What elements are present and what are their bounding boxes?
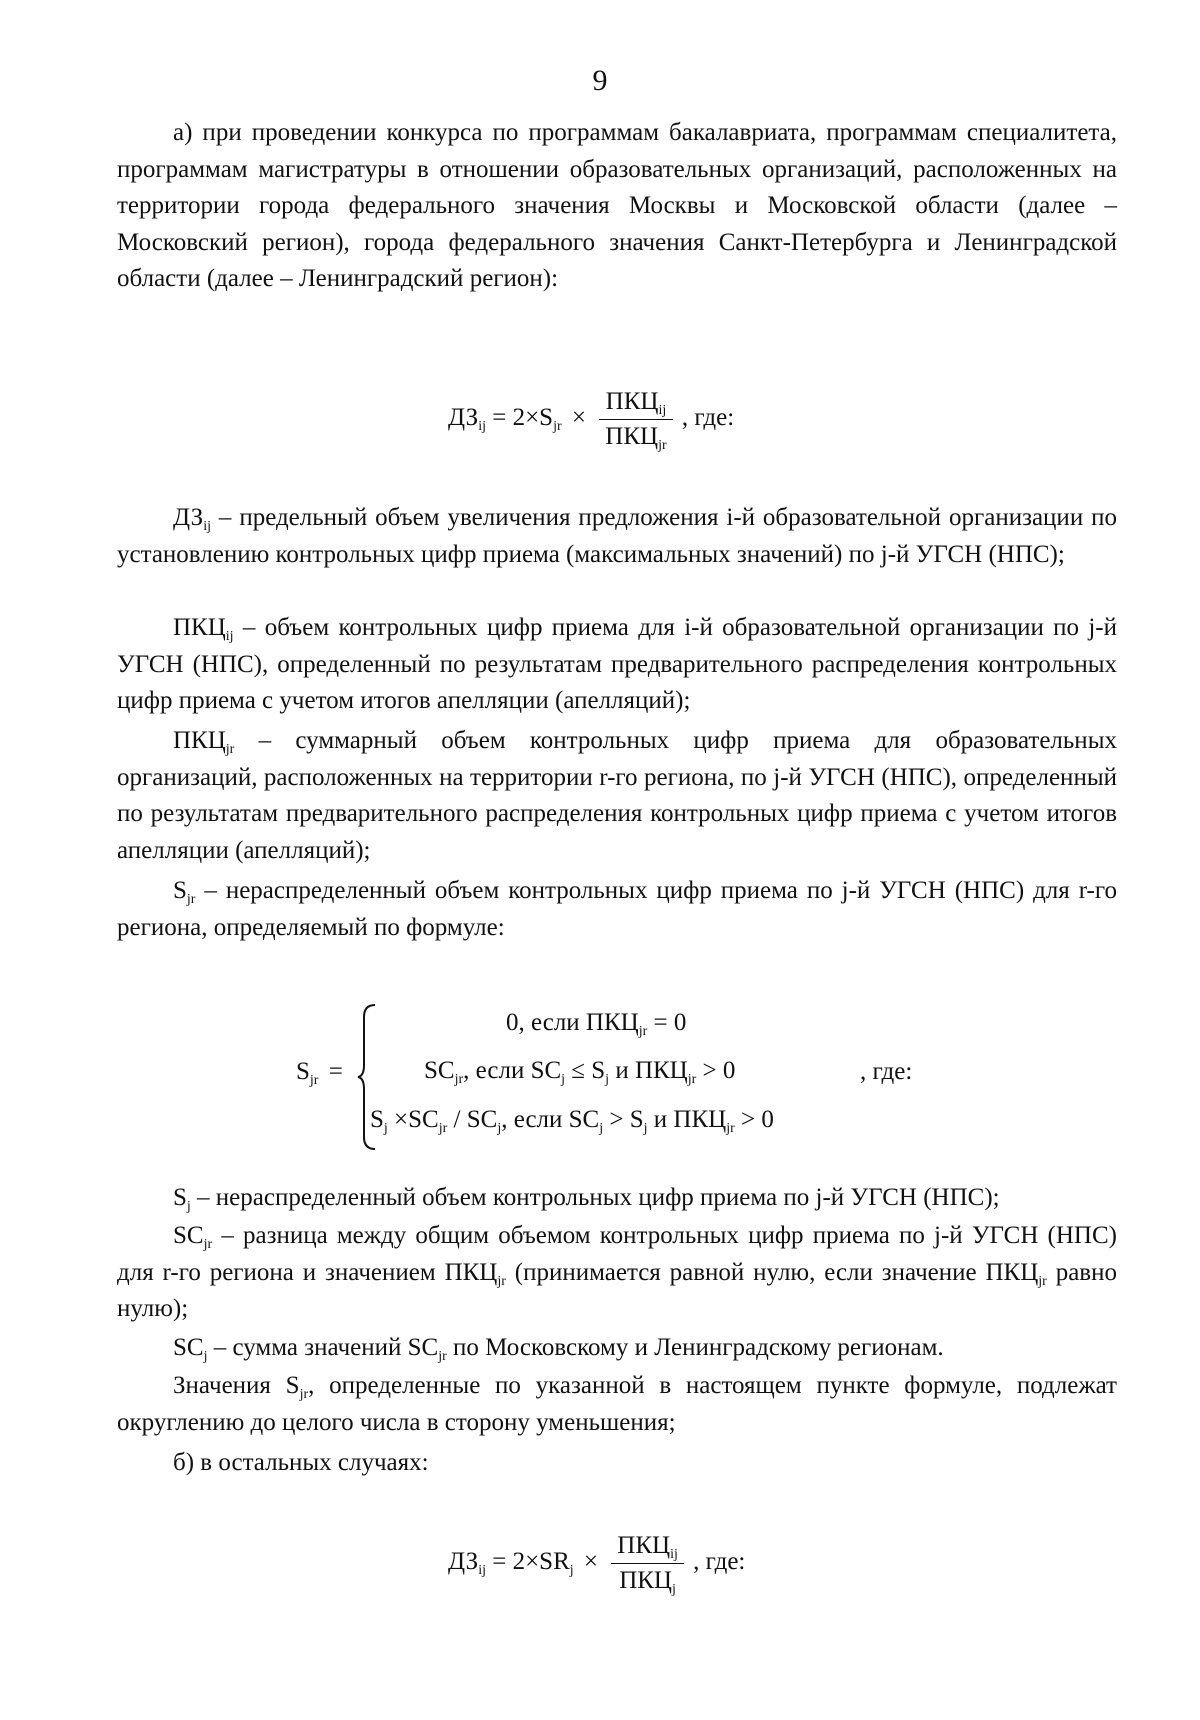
definition-pkc-ij: $ПКЦ_{ij}$ – объем контрольных цифр приема для i-й образовательной организации по j-й УГСН (НПС), определенный по результатам предварительного распределения контрольных цифр приема с учетом итогов апелляции (апелляций); — [117, 614, 1117, 714]
definition-pkc-jr: $ПКЦ_{jr}$ – суммарный объем контрольных цифр приема для образовательных организаций, расположенных на территории r-го региона, по j-й УГСН (НПС), определенный по результатам предварительного распределения контрольных цифр приема с учетом итогов апелляции (апелляций); — [117, 727, 1117, 864]
case-2: $SC_{jr}$, если $SC_j \le S_j$ и $ПКЦ_{jr} > 0$ — [424, 1057, 736, 1087]
paragraph-a-line: а) при проведении конкурса по программам бакалавриата, программам — [173, 119, 957, 146]
formula-dz-moscow: $ДЗ_{ij} = 2\times S_{jr}$ × $\frac{ПКЦ_{ij}}{ПКЦ_{jr}}$ , где: — [448, 388, 735, 453]
paragraph-a-line: организаций, расположенных на территории города федерального значения — [117, 155, 1117, 219]
document-page: 9 а) при проведении конкурса по программам бакалавриата, программам специалитета, программам магистратуры в отношении образовательных организаций, расположенных на территории города федерального значения Москвы и Московской области (далее – Московский регион), города федерального значения Санкт-Петербурга и Ленинградской области (далее – Ленинградский регион): $ДЗ_{ij} = 2\times S_{jr}$ × $\frac{ПКЦ_{ij}}{ПКЦ_{jr}}$ , где: $ДЗ_{ij}$ – предельный объем увеличения предложения i-й образовательной организации по установлению контрольных цифр приема (максимальных значений) по j-й УГСН (НПС); $ПКЦ_{ij}$ – объем контрольных цифр приема для i-й образовательной организации по j-й УГСН (НПС), определенный по результатам предварительного распределения контрольных цифр приема с учетом итогов апелляции (апелляций); $ПКЦ_{jr}$ – суммарный объем контрольных цифр приема для образовательных организаций, расположенных на территории r-го региона, по j-й УГСН (НПС), определенный по результатам предварительного распределения контрольных цифр приема с учетом итогов апелляции (апелляций); $S_{jr}$ – нераспределенный объем контрольных цифр приема по j-й УГСН (НПС) для r-го региона, определяемый по формуле: $S_{jr}$ = 0, если $ПКЦ_{jr} = 0$ $SC_{jr}$, если $SC_j \le S_j$ и $ПКЦ_{jr} > 0$ $S_j \times SC_{jr} / SC_j$, если $SC_j > S_j$ и $ПКЦ_{jr} > 0$ , где: $S_j$ – нераспределенный объем контрольных цифр приема по j-й УГСН (НПС); $SC_{jr}$ – разница между общим объемом контрольных цифр приема по j-й УГСН (НПС) для r-го региона и значением $ПКЦ_{jr}$ (принимается равной нулю, если значение $ПКЦ_{jr}$ равно нулю); $SC_j$ – сумма значений $SC_{jr}$ по Московскому и Ленинградскому регионам. Значения $S_{jr}$, определенные по указанной в настоящем пункте формуле, подлежат округлению до целого числа в сторону уменьшения; б) в остальных случаях: $ДЗ_{ij} = 2\times SR_j$ × $\frac{ПКЦ_{ij}}{ПКЦ_j}$ , где: — [0, 0, 1200, 1720]
case-3: $S_j \times SC_{jr} / SC_j$, если $SC_j > S_j$ и $ПКЦ_{jr} > 0$ — [370, 1106, 774, 1136]
paragraph-a-line: Москвы и Московской области (далее – Московский регион), города федерального — [117, 192, 1117, 256]
case-1: 0, если $ПКЦ_{jr} = 0$ — [506, 1009, 687, 1039]
page-number: 9 — [592, 64, 608, 97]
paragraph-b: б) в остальных случаях: — [173, 1449, 429, 1476]
paragraph-a-line: регион): — [469, 265, 559, 292]
definition-s-jr: $S_{jr}$ – нераспределенный объем контрольных цифр приема по j-й УГСН (НПС) для r-го региона, определяемый по формуле: — [117, 877, 1117, 941]
fraction: $\frac{ПКЦ_{ij}}{ПКЦ_{jr}}$ — [599, 388, 672, 451]
paragraph-a-line: специалитета, программам магистратуры в отношении образовательных — [117, 119, 1117, 183]
formula-where: , где: — [860, 1058, 913, 1085]
definition-sc-j: $SC_j$ – сумма значений $SC_{jr}$ по Московскому и Ленинградскому регионам. — [173, 1334, 944, 1364]
definition-s-j: $S_j$ – нераспределенный объем контрольных цифр приема по j-й УГСН (НПС); — [173, 1184, 1000, 1214]
paragraph-a — [117, 115, 1117, 298]
formula-dz-other: $ДЗ_{ij} = 2\times SR_j$ × $\frac{ПКЦ_{ij}}{ПКЦ_j}$ , где: — [448, 1532, 746, 1597]
definition-sc-jr: $SC_{jr}$ – разница между общим объемом контрольных цифр приема по j-й УГСН (НПС) для r-го региона и значением $ПКЦ_{jr}$ (принимается равной нулю, если значение $ПКЦ_{jr}$ равно нулю); — [117, 1222, 1117, 1322]
values-rounding-paragraph: Значения $S_{jr}$, определенные по указанной в настоящем пункте формуле, подлежат округлению до целого числа в сторону уменьшения; — [117, 1372, 1117, 1436]
fraction: $\frac{ПКЦ_{ij}}{ПКЦ_j}$ — [611, 1532, 684, 1595]
paragraph-a-line: значения Санкт-Петербурга и Ленинградской области (далее – Ленинградский — [117, 228, 1117, 292]
definition-dz-ij: $ДЗ_{ij}$ – предельный объем увеличения предложения i-й образовательной организации по установлению контрольных цифр приема (максимальных значений) по j-й УГСН (НПС); — [117, 504, 1117, 568]
